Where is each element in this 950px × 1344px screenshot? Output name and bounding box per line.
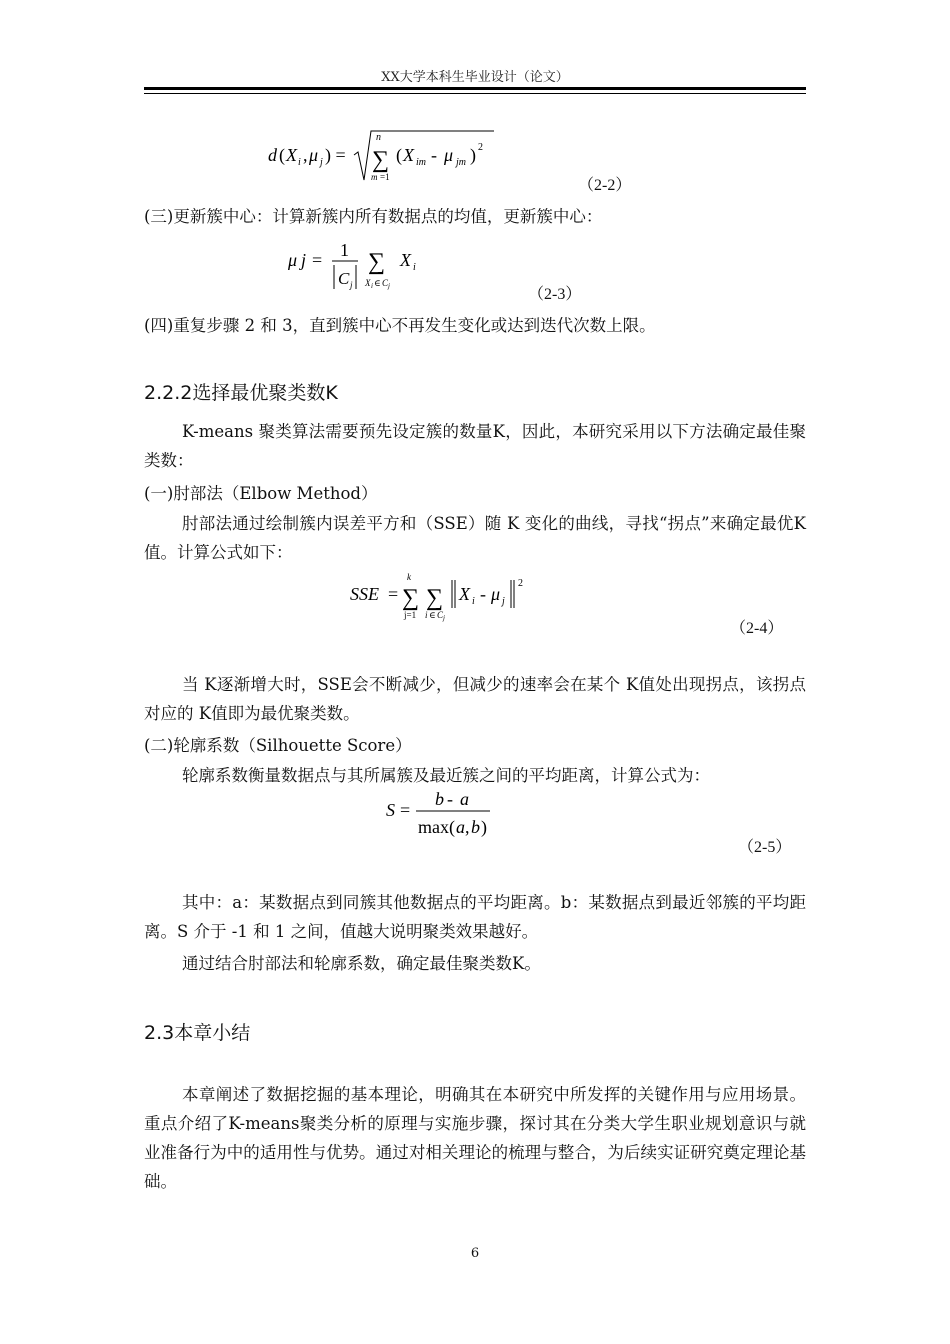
- header-rule-thick: [144, 87, 806, 90]
- equation-2-4: [350, 570, 540, 630]
- svg-text:X: X: [286, 145, 297, 165]
- step-3-text: (三)更新簇中心：计算新簇内所有数据点的均值，更新簇中心：: [144, 207, 603, 226]
- svg-text:i: i: [472, 596, 475, 607]
- svg-text:i: i: [413, 262, 416, 273]
- svg-text:im: im: [416, 157, 426, 168]
- svg-text:max(: max(: [418, 817, 455, 837]
- svg-text:) =: ) =: [325, 145, 346, 165]
- svg-text:i: i: [425, 610, 428, 620]
- paragraph-kmeans-intro: K-means 聚类算法需要预先设定簇的数量K，因此，本研究采用以下方法确定最佳聚类数：: [144, 422, 806, 470]
- svg-text:,: ,: [465, 817, 470, 837]
- svg-text:j: j: [320, 157, 323, 168]
- elbow-method-title: (一)肘部法（Elbow Method）: [144, 484, 378, 503]
- svg-text:b: b: [435, 789, 444, 809]
- running-header: XX大学本科生毕业设计（论文）: [381, 70, 569, 85]
- svg-text:j: j: [443, 614, 445, 622]
- svg-text:i: i: [298, 157, 301, 168]
- svg-text:C: C: [437, 610, 444, 620]
- paragraph-conclusion: 通过结合肘部法和轮廓系数，确定最佳聚类数K。: [182, 954, 541, 973]
- svg-text:C: C: [382, 278, 389, 288]
- svg-text:μ: μ: [309, 145, 319, 165]
- svg-text:∑: ∑: [426, 585, 444, 611]
- svg-text:a: a: [456, 817, 465, 837]
- svg-text:j: j: [502, 596, 505, 607]
- svg-text:): ): [470, 145, 476, 165]
- svg-text:,: ,: [303, 145, 308, 165]
- svg-text:X: X: [365, 278, 371, 288]
- svg-text:(: (: [279, 145, 285, 165]
- paragraph-chapter-summary: 本章阐述了数据挖掘的基本理论，明确其在本研究中所发挥的关键作用与应用场景。重点介绍了K-means聚类分析的原理与实施步骤，探讨其在分类大学生职业规划意识与就业准备行为中的适用性与优势。通过对相关理论的梳理与整合，为后续实证研究奠定理论基础。: [144, 1085, 806, 1191]
- svg-text:d: d: [268, 145, 277, 165]
- svg-text:b: b: [471, 817, 480, 837]
- svg-text:=: =: [312, 250, 323, 270]
- svg-text:i: i: [371, 282, 373, 290]
- svg-text:X: X: [459, 584, 470, 604]
- equation-2-2: [268, 128, 508, 188]
- svg-text:j: j: [388, 282, 390, 290]
- svg-text:): ): [481, 817, 487, 837]
- svg-text:k: k: [407, 572, 411, 582]
- svg-text:1: 1: [340, 240, 349, 260]
- svg-text:m: m: [371, 172, 378, 182]
- svg-text:-: -: [480, 584, 486, 604]
- svg-text:=: =: [400, 800, 411, 820]
- section-heading-2-2-2: 2.2.2选择最优聚类数K: [144, 382, 338, 404]
- svg-text:=1: =1: [380, 172, 390, 182]
- paragraph-where-definitions: 其中：a：某数据点到同簇其他数据点的平均距离。b：某数据点到最近邻簇的平均距离。S 介于 -1 和 1 之间，值越大说明聚类效果越好。: [144, 893, 806, 941]
- svg-text:μ: μ: [444, 145, 454, 165]
- equation-2-5-number: （2-5）: [738, 839, 792, 856]
- svg-text:S: S: [386, 800, 395, 820]
- svg-text:X: X: [400, 250, 411, 270]
- svg-text:(: (: [396, 145, 402, 165]
- equation-2-5: [384, 786, 504, 842]
- svg-text:SSE: SSE: [350, 584, 379, 604]
- equation-2-2-number: （2-2）: [578, 177, 632, 194]
- svg-text:-: -: [431, 145, 437, 165]
- svg-text:∑: ∑: [402, 585, 420, 611]
- svg-text:∈: ∈: [374, 278, 381, 288]
- svg-text:μ: μ: [491, 584, 501, 604]
- svg-text:C: C: [338, 269, 350, 288]
- svg-text:∑: ∑: [372, 147, 390, 173]
- svg-text:X: X: [403, 145, 414, 165]
- svg-text:=: =: [388, 584, 399, 604]
- paragraph-elbow-method: 肘部法通过绘制簇内误差平方和（SSE）随 K 变化的曲线，寻找“拐点”来确定最优K值。计算公式如下：: [144, 514, 806, 562]
- equation-2-4-number: （2-4）: [730, 620, 784, 637]
- svg-text:-: -: [447, 789, 453, 809]
- svg-text:j: j: [350, 280, 353, 290]
- section-heading-2-3: 2.3本章小结: [144, 1022, 251, 1044]
- step-4-text: (四)重复步骤 2 和 3，直到簇中心不再发生变化或达到迭代次数上限。: [144, 316, 656, 335]
- svg-text:jm: jm: [456, 157, 466, 168]
- svg-text:2: 2: [478, 142, 483, 153]
- svg-text:j=1: j=1: [404, 610, 417, 620]
- paragraph-silhouette: 轮廓系数衡量数据点与其所属簇及最近簇之间的平均距离，计算公式为：: [182, 766, 710, 785]
- svg-text:∈: ∈: [429, 610, 436, 620]
- svg-text:a: a: [460, 789, 469, 809]
- svg-text:∑: ∑: [368, 249, 386, 275]
- page-number: 6: [470, 1246, 480, 1261]
- svg-text:2: 2: [518, 578, 523, 589]
- equation-2-3-number: （2-3）: [528, 286, 582, 303]
- paragraph-elbow-explanation: 当 K逐渐增大时，SSE会不断减少，但减少的速率会在某个 K值处出现拐点，该拐点对应的 K值即为最优聚类数。: [144, 675, 806, 723]
- silhouette-title: (二)轮廓系数（Silhouette Score）: [144, 736, 412, 755]
- svg-text:n: n: [376, 132, 381, 143]
- header-rule-thin: [144, 93, 806, 94]
- svg-text:μ: μ: [288, 250, 298, 270]
- equation-2-3: [288, 236, 438, 300]
- svg-text:j: j: [301, 250, 307, 270]
